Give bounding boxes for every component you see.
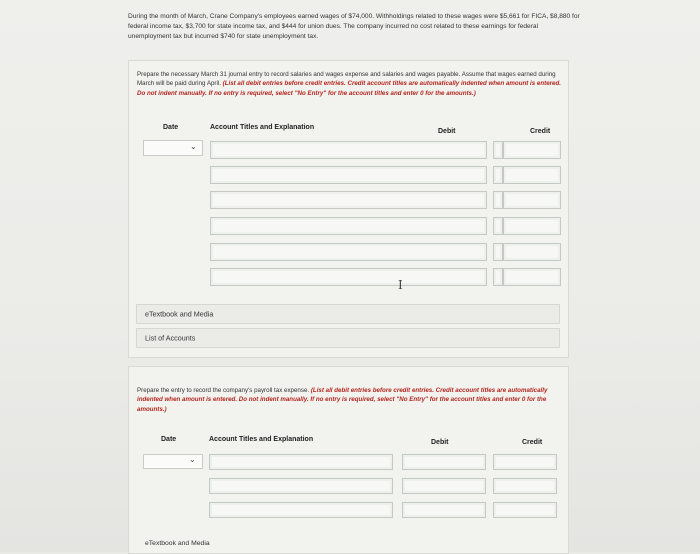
entry1-header-debit: Debit xyxy=(438,128,456,135)
entry1-header-date: Date xyxy=(163,124,179,131)
entry2-header-date: Date xyxy=(161,436,177,443)
entry1-credit-field-3[interactable] xyxy=(503,191,561,209)
entry2-header-credit: Credit xyxy=(522,439,543,446)
entry2-account-field-1[interactable] xyxy=(209,454,393,470)
entry1-account-field-1[interactable] xyxy=(210,141,487,159)
entry1-account-field-3[interactable] xyxy=(210,191,487,209)
entry1-account-field-6[interactable] xyxy=(210,268,487,286)
entry2-credit-field-1[interactable] xyxy=(493,454,557,470)
problem-statement: During the month of March, Crane Company's employees earned wages of $74,000. Withholdings related to these wages were $5,661 for FICA, $8,880 for federal income tax, $3,700 for state income tax, and $444 for union dues. The company incurred no cost related to these earnings for federal unemployment tax but incurred $740 for state unemployment tax. xyxy=(128,13,580,40)
entry1-credit-field-2[interactable] xyxy=(503,166,561,184)
entry1-debit-field-1[interactable] xyxy=(493,141,503,159)
entry1-debit-field-2[interactable] xyxy=(493,166,503,184)
text-cursor-icon: I xyxy=(398,278,403,292)
etextbook-link-label: eTextbook and Media xyxy=(145,309,214,319)
entry2-prompt-text: Prepare the entry to record the company's payroll tax expense. xyxy=(137,387,310,394)
entry2-header-debit: Debit xyxy=(431,439,449,446)
entry1-credit-field-1[interactable] xyxy=(503,141,561,159)
entry1-instructions: (List all debit entries before credit entries. Credit account titles are automatically indented when amount is entered. Do not indent manually. If no entry is required, select "No Entry" for the account titles and enter 0 for the amounts.) xyxy=(137,80,561,97)
entry2-account-field-3[interactable] xyxy=(209,502,393,518)
entry2-debit-field-1[interactable] xyxy=(402,454,486,470)
entry1-account-field-2[interactable] xyxy=(210,166,487,184)
entry1-debit-field-5[interactable] xyxy=(493,243,503,261)
list-of-accounts-link[interactable] xyxy=(136,328,560,348)
list-of-accounts-label: List of Accounts xyxy=(145,333,196,343)
etextbook-link[interactable] xyxy=(136,304,560,324)
entry1-debit-field-4[interactable] xyxy=(493,217,503,235)
entry2-prompt xyxy=(137,386,562,414)
entry1-credit-field-5[interactable] xyxy=(503,243,561,261)
chevron-down-icon[interactable]: ⌄ xyxy=(189,455,196,464)
entry1-debit-field-3[interactable] xyxy=(493,191,503,209)
entry2-instructions: (List all debit entries before credit entries. Credit account titles are automatically indented when amount is entered. Do not indent manually. If no entry is required, select "No Entry" for the account titles and enter 0 for the amounts.) xyxy=(137,387,548,413)
entry1-prompt xyxy=(137,70,562,98)
entry1-header-account: Account Titles and Explanation xyxy=(210,124,315,131)
entry2-account-field-2[interactable] xyxy=(209,478,393,494)
entry2-debit-field-3[interactable] xyxy=(402,502,486,518)
entry2-credit-field-2[interactable] xyxy=(493,478,557,494)
entry1-account-field-4[interactable] xyxy=(210,217,487,235)
entry1-prompt-text: Prepare the necessary March 31 journal entry to record salaries and wages expense and salaries and wages payable. Assume that wages earned during March will be paid during April. xyxy=(137,71,556,88)
entry2-debit-field-2[interactable] xyxy=(402,478,486,494)
entry1-header-credit: Credit xyxy=(530,128,551,135)
etextbook-link-2[interactable]: eTextbook and Media xyxy=(145,540,210,547)
entry2-credit-field-3[interactable] xyxy=(493,502,557,518)
entry1-credit-field-4[interactable] xyxy=(503,217,561,235)
entry1-account-field-5[interactable] xyxy=(210,243,487,261)
chevron-down-icon[interactable]: ⌄ xyxy=(190,142,197,151)
entry2-header-account: Account Titles and Explanation xyxy=(209,436,314,443)
entry1-debit-field-6[interactable] xyxy=(493,268,503,286)
entry1-credit-field-6[interactable] xyxy=(503,268,561,286)
